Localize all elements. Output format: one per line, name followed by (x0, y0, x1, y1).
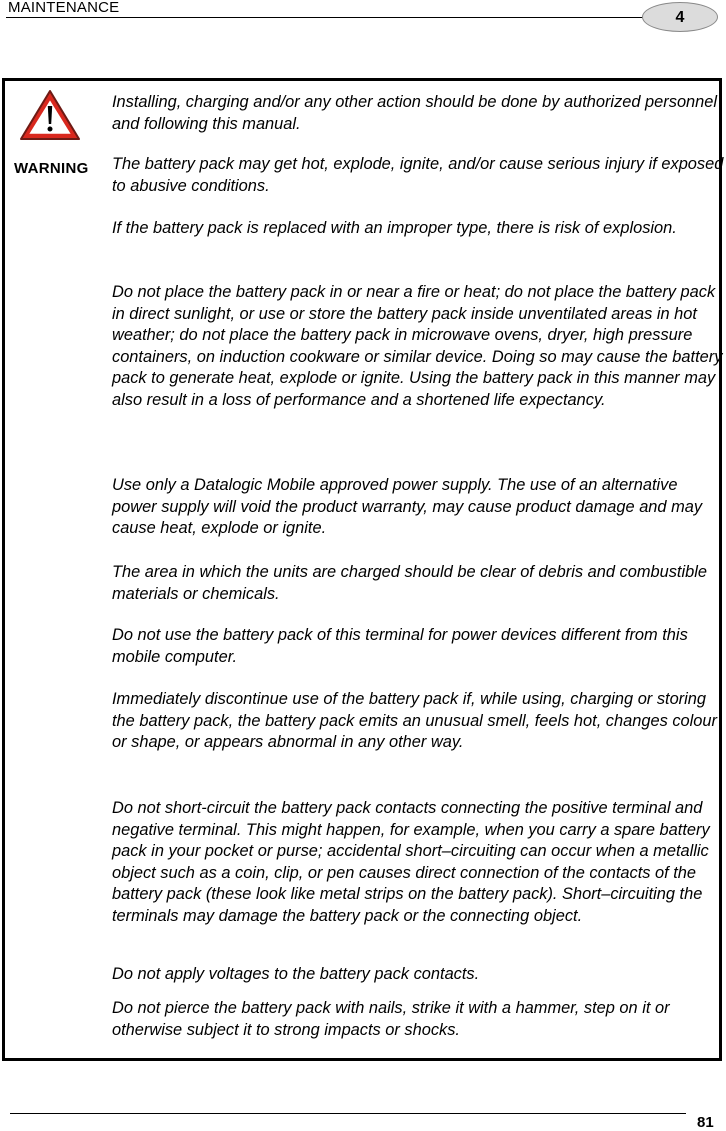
footer-rule (10, 1113, 686, 1114)
warning-paragraph: Immediately discontinue use of the battery pack if, while using, charging or storing the battery pack, the battery pack emits an unusual smell, feels hot, changes colour or shape, or appears abnormal in any other way. (112, 690, 717, 751)
warning-label: WARNING (14, 160, 89, 177)
header-rule (6, 17, 666, 18)
chapter-badge: 4 (642, 2, 718, 32)
warning-paragraph: Do not pierce the battery pack with nails, strike it with a hammer, step on it or otherwise subject it to strong impacts or shocks. (112, 999, 670, 1039)
warning-paragraph: The battery pack may get hot, explode, ignite, and/or cause serious injury if exposed to abusive conditions. (112, 155, 724, 195)
section-title: MAINTENANCE (8, 0, 120, 16)
warning-paragraph: Installing, charging and/or any other action should be done by authorized personnel and following this manual. (112, 93, 718, 133)
warning-paragraph: Do not use the battery pack of this terminal for power devices different from this mobile computer. (112, 626, 688, 666)
page-number: 81 (697, 1114, 714, 1131)
warning-paragraph: Do not short-circuit the battery pack contacts connecting the positive terminal and negative terminal. This might happen, for example, when you carry a spare battery pack in your pocket or purse; accidental short–circuiting can occur when a metallic object such as a coin, clip, or pen causes direct connection of the contacts of the battery pack (these look like metal strips on the battery pack). Short–circuiting the terminals may damage the battery pack or the connecting object. (112, 799, 710, 925)
warning-paragraph: Use only a Datalogic Mobile approved power supply. The use of an alternative power supply will void the product warranty, may cause product damage and may cause heat, explode or ignite. (112, 476, 703, 537)
warning-paragraph: If the battery pack is replaced with an improper type, there is risk of explosion. (112, 219, 677, 237)
warning-box (2, 78, 722, 1061)
warning-triangle-icon (18, 87, 82, 143)
warning-paragraph: Do not place the battery pack in or near a fire or heat; do not place the battery pack in direct sunlight, or use or store the battery pack inside unventilated areas in hot weather; do not place the battery pack in microwave ovens, dryer, high pressure containers, on induction cookware or similar device. Doing so may cause the battery pack to generate heat, explode or ignite. Using the battery pack in this manner may also result in a loss of performance and a shortened life expectancy. (112, 283, 723, 409)
warning-paragraph: Do not apply voltages to the battery pack contacts. (112, 965, 480, 983)
warning-paragraph: The area in which the units are charged should be clear of debris and combustible materials or chemicals. (112, 563, 707, 603)
